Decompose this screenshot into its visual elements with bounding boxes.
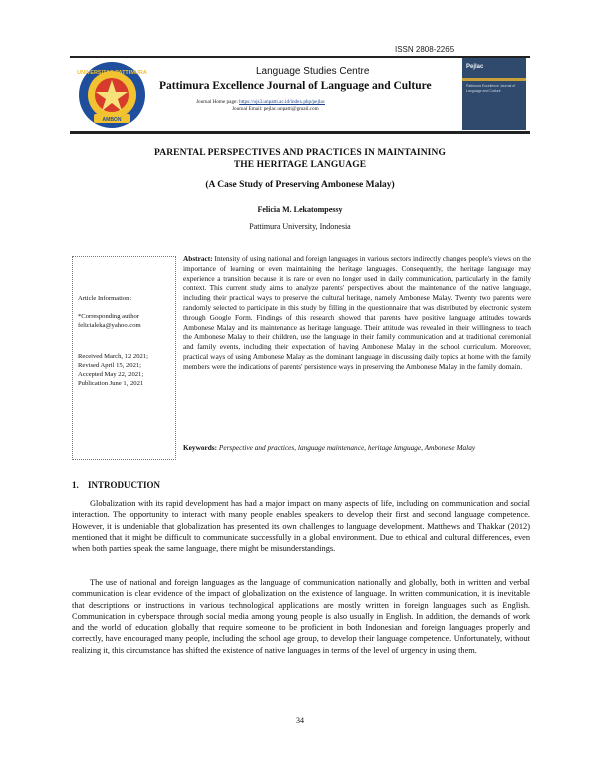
cover-subtitle: Pattimura Excellence Journal of Language and Culture	[466, 84, 516, 93]
logo-bottom-text: AMBON	[102, 117, 122, 123]
header-bottom-rule	[70, 131, 530, 134]
abstract-label: Abstract:	[183, 254, 213, 263]
section-title: INTRODUCTION	[88, 480, 161, 490]
body-paragraph-2-block	[72, 577, 530, 656]
journal-email	[232, 106, 319, 112]
paper-subtitle: (A Case Study of Preserving Ambonese Malay)	[205, 180, 395, 190]
homepage-link[interactable]: https://ojs3.unpatti.ac.id/index.php/pejlac	[239, 99, 325, 105]
abstract	[183, 254, 531, 372]
header-top-rule	[70, 56, 530, 58]
university-logo	[72, 60, 152, 130]
issn: ISSN 2808-2265	[395, 45, 455, 54]
journal-centre: Language Studies Centre	[256, 66, 370, 77]
corresponding-author-label: *Corresponding author	[78, 313, 139, 320]
section-heading	[72, 480, 160, 490]
journal-title: Pattimura Excellence Journal of Language and Culture	[159, 80, 432, 92]
journal-cover-image	[462, 58, 526, 130]
article-info-label: Article Information:	[78, 295, 132, 302]
journal-homepage	[196, 99, 325, 105]
date-received: Received March, 12 2021;	[78, 353, 148, 360]
abstract-text: Intensity of using national and foreign languages in various sectors indirectly changes people's views on the importance of learning or even maintaining the heritage languages. Consequently, the heritage language may experience a transition because it is rare or even no longer used in daily communication, particularly in the family context. This current study aims to analyze parents' perspectives about the maintenance of the native language, including their practical ways to preserve the cultural heritage, namely Ambonese Malay. Twenty two parents were randomly selected to participate in this study by filling in the questionnaire that was distributed by electronic system through Google Form. Findings of this research showed that parents have positive language attitudes towards Ambonese Malay and its maintenance as heritage language. Their attitude was revealed in their willingness to teach the Ambonese Malay to their children, use the language in their family communication and at traditional ceremonial and family events, including their expectation of having Ambonese Malay in the school curriculum. Moreover, practical ways of using Ambonese Malay as the dominant language in discussing daily topics at home with the family members were the indications of parents' persistence ways in preserving the Ambonese Malay in the family domain.	[183, 254, 531, 371]
author-name: Felicia M. Lekatompessy	[257, 205, 343, 214]
section-number: 1.	[72, 480, 79, 490]
date-accepted: Accepted May 22, 2021;	[78, 371, 144, 378]
email-value: pejlac.unpatti@gmail.com	[263, 106, 319, 112]
keywords-text: Perspective and practices, language maintenance, heritage language, Ambonese Malay	[218, 443, 476, 452]
body-paragraph: Globalization with its rapid development has had a major impact on many aspects of life, including on communication and social interaction. The opportunity to interact with many people enables speakers to develop their first and second language competence. However, it is undeniable that globalization has presented its own challenges to language development. Matthews and Thakkar (2012) mentioned that it might be difficult to communicate successfully in a global environment. Due to ethical and cultural differences, even when both parties speak the same language, there might be misunderstandings.	[72, 499, 530, 554]
page-number: 34	[296, 716, 304, 725]
author-affiliation: Pattimura University, Indonesia	[249, 222, 351, 231]
cover-band	[462, 78, 526, 81]
logo-top-text: UNIVERSITAS PATTIMURA	[77, 70, 147, 76]
cover-title: Pejlac	[466, 64, 484, 70]
article-dates	[78, 352, 148, 388]
paper-title-line-1: PARENTAL PERSPECTIVES AND PRACTICES IN MAINTAINING	[154, 148, 446, 158]
corresponding-author-email: felicialeka@yahoo.com	[78, 322, 141, 329]
body-paragraph-1-block	[72, 498, 530, 554]
keywords	[183, 443, 531, 453]
paper-title-line-2: THE HERITAGE LANGUAGE	[233, 160, 367, 170]
date-published: Publication June 1, 2021	[78, 380, 144, 387]
body-paragraph: The use of national and foreign languages as the language of communication nationally and globally, both in written and verbal communication is clear evidence of the impact of globalization on the existence of language. In written communication, it is inevitable that descriptions or instructions in various technological applications are mostly written in foreign languages such as English. Communication in cyberspace through social media among young people is also usually in English. In addition, the demands of work and the world of education globally that require someone to be proficient in both Indonesian and foreign languages properly and correctly, have encouraged many people, including the school age group, to develop their language competence. Unfortunately, without realizing it, this circumstance has shifted the existence of native languages in terms of the level of urgency in using them.	[72, 578, 530, 655]
homepage-label: Journal Home page:	[196, 99, 240, 105]
keywords-label: Keywords:	[183, 443, 218, 452]
email-label: Journal Email:	[232, 106, 264, 112]
date-revised: Revised April 15, 2021;	[78, 362, 142, 369]
